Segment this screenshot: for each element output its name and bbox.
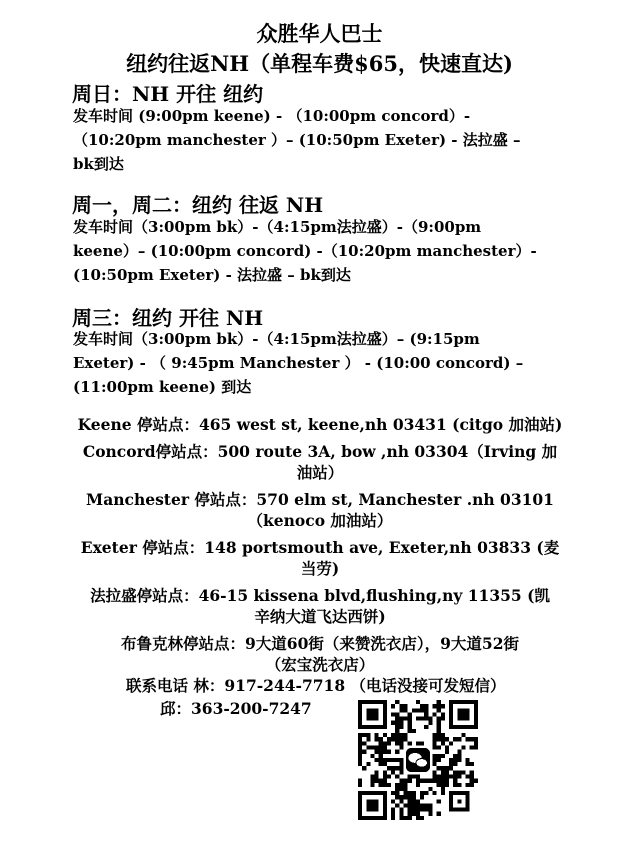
stop-line: Concord停站点：500 route 3A, bow ,nh 03304（Irving 加 <box>82 441 558 461</box>
stop-line: 法拉盛停站点：46-15 kissena blvd,flushing,ny 11355 (凯 <box>90 585 550 605</box>
stop-exeter <box>60 537 580 580</box>
stop-line: Manchester 停站点：570 elm st, Manchester .nh 03101 <box>86 489 554 509</box>
schedule-line: (10:50pm Exeter) - 法拉盛 – bk到达 <box>73 266 351 284</box>
stop-keene <box>60 414 580 436</box>
stop-flushing <box>60 585 580 628</box>
contact-phone-lin: 联系电话 林：917-244-7718 （电话没接可发短信） <box>126 676 506 695</box>
stops-list <box>60 414 580 681</box>
company-title: 众胜华人巴士 <box>256 21 383 46</box>
sunday-schedule <box>73 104 520 176</box>
schedule-line: （10:20pm manchester ）– (10:50pm Exeter) - 法拉盛 – <box>73 131 521 149</box>
wechat-icon <box>404 746 433 775</box>
stop-line: 油站） <box>296 463 344 482</box>
wednesday-heading: 周三：纽约 开往 NH <box>72 306 264 330</box>
stop-manchester <box>60 489 580 532</box>
contact-phone-qiu: 邱：363-200-7247 <box>160 699 312 718</box>
stop-brooklyn <box>60 633 580 676</box>
mon-tue-heading: 周一，周二：纽约 往返 NH <box>72 193 324 217</box>
stop-line: Keene 停站点：465 west st, keene,nh 03431 (citgo 加油站) <box>77 415 563 434</box>
schedule-line: keene）– (10:00pm concord) -（10:20pm manchester）- <box>73 242 537 260</box>
schedule-line: 发车时间（3:00pm bk）-（4:15pm法拉盛）-（9:00pm <box>73 218 482 236</box>
stop-line: 当劳) <box>300 559 340 578</box>
schedule-line: 发车时间 (9:00pm keene) - （10:00pm concord）- <box>73 107 471 125</box>
stop-line: （宏宝洗衣店） <box>265 655 375 674</box>
mon-tue-schedule <box>73 215 537 287</box>
stop-line: （kenoco 加油站） <box>247 511 393 530</box>
stop-concord <box>60 441 580 484</box>
wechat-qr-code[interactable] <box>358 700 478 820</box>
wednesday-schedule <box>73 327 523 399</box>
stop-line: 辛纳大道飞达西饼) <box>254 607 386 626</box>
sunday-heading: 周日：NH 开往 纽约 <box>72 82 264 106</box>
route-subtitle: 纽约往返NH（单程车费$65，快速直达) <box>126 51 513 76</box>
schedule-line: Exeter) - （ 9:45pm Manchester ） - (10:00 concord) – <box>73 354 524 372</box>
schedule-line: 发车时间（3:00pm bk）-（4:15pm法拉盛）– (9:15pm <box>73 330 480 348</box>
stop-line: 布鲁克林停站点：9大道60街（来赞洗衣店），9大道52街 <box>121 633 519 653</box>
schedule-line: bk到达 <box>73 155 124 173</box>
schedule-line: (11:00pm keene) 到达 <box>73 378 252 396</box>
stop-line: Exeter 停站点：148 portsmouth ave, Exeter,nh 03833 (麦 <box>80 537 560 557</box>
